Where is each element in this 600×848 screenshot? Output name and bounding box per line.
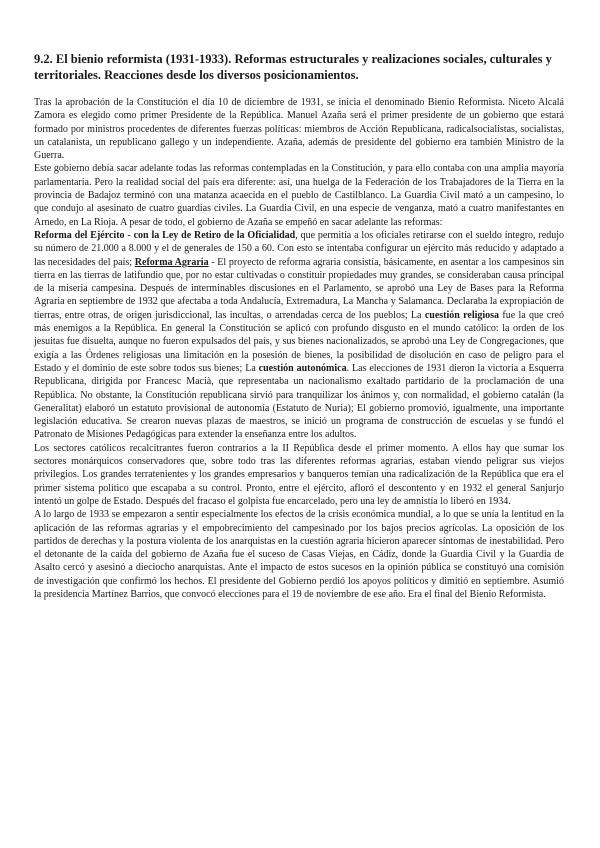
army-reform-heading: Reforma del Ejército - con la Ley de Retiro de la Oficialidad: [34, 229, 296, 241]
autonomy-question-text: . Las elecciones de 1931 dieron la victoria a Esquerra Republicana, dirigida por Francesc Macià, que representaba un nacionalismo exaltado partidario de la proclamación de una República. No obstante, la Constitución republicana sirvió para tranquilizar los ánimos y, con normalidad, el gobierno catalán (la Generalitat) elaboró un estatuto provisional de autonomía (Estatuto de Nuria); El gobierno promovió, igualmente, una importante legislación educativa. Se crearon nuevas plazas de maestros, se inició un programa de construcción de escuelas y se fundó el Patronato de Misiones Pedagógicas para extender la enseñanza entre los adultos.: [34, 362, 564, 441]
religious-question-text: fue la que creó más enemigos a la República. En general la Constitución se aplicó con profundo disgusto en el mundo católico: la orden de los jesuitas fue disuelta, aunque no fueron expulsados del país, y sus bienes nacionalizados, se aprobó una Ley de Congregaciones, que exigía a las Órdenes religiosas una limitación en la posesión de bienes, la posibilidad de disolución en caso de peligro para el Estado y el dominio de este sobre todos sus bienes; La: [34, 309, 564, 374]
autonomy-question-heading: cuestión autonómica: [258, 362, 347, 374]
paragraph-government: Este gobierno debía sacar adelante todas las reformas contempladas en la Constitución, y para ello contaba con una amplia mayoría parlamentaria. Pero la realidad social del país era diferente: así, una huelga de la Federación de los Trabajadores de la Tierra en la provincia de Badajoz terminó con una matanza acaecida en el pueblo de Castilblanco. La Guardia Civil mató a un campesino, lo que condujo al asesinato de cuatro guardias civiles. La Guardia Civil, en una especie de venganza, mató a cuatro manifestantes en Arnedo, en La Rioja. A pesar de todo, el gobierno de Azaña se empeñó en sacar adelante las reformas:: [34, 163, 564, 228]
paragraph-opposition: Los sectores católicos recalcitrantes fueron contrarios a la II República desde el primer momento. A ellos hay que sumar los sectores monárquicos conservadores que, sobre todo tras las diferentes reformas agrarias, estaban viendo peligrar sus viejos privilegios. Los grandes terratenientes y los grandes empresarios y banqueros temían una radicalización de la República que era el primer sistema político que escapaba a su control. Pronto, entre el ejército, afloró el descontento y en 1932 el general Sanjurjo intentó un golpe de Estado. Después del fracaso el golpista fue encarcelado, pero una ley de amnistía lo liberó en 1934.: [34, 442, 564, 507]
religious-question-heading: cuestión religiosa: [424, 309, 500, 321]
agrarian-reform-heading: Reforma Agraria: [134, 256, 209, 268]
army-reform-text: , que permitía a los oficiales retirarse con el sueldo íntegro, redujo su número de 21.000 a 8.000 y el de generales de 150 a 60. Con esto se intentaba configurar un ejército más reducido y adaptado a las necesidades del país;: [34, 229, 564, 268]
paragraph-crisis: A lo largo de 1933 se empezaron a sentir especialmente los efectos de la crisis económica mundial, a lo que se unía la lentitud en la aplicación de las reformas agrarias y el empobrecimiento del campesinado por los bajos precios agrícolas. La oposición de los partidos de derechas y la postura violenta de los anarquistas en la cuestión agraria hicieron aparecer síntomas de inestabilidad. Pero el detonante de la caída del gobierno de Azaña fue el suceso de Casas Viejas, en Cádiz, donde la Guardia Civil y la Guardia de Asalto cercó y asesinó a dieciocho anarquistas. Ante el impacto de estos sucesos en la opinión pública se constituyó una comisión de investigación que confirmó los hechos. El presidente del Gobierno perdió los apoyos políticos y dimitió en septiembre. Asumió la presidencia Martínez Barrios, que convocó elecciones para el 19 de noviembre de ese año. Era el final del Bienio Reformista.: [34, 509, 564, 600]
document-body: [34, 96, 564, 601]
paragraph-intro: Tras la aprobación de la Constitución el día 10 de diciembre de 1931, se inicia el denominado Bienio Reformista. Niceto Alcalá Zamora es elegido como primer Presidente de la República. Manuel Azaña será el primer presidente de un gobierno que estará formado por ministros procedentes de diferentes fuerzas políticas: miembros de Acción Republicana, radicalsocialistas, socialistas, un catalanista, un republicano gallego y un independiente. Azaña, además de presidente del gobierno era también Ministro de la Guerra.: [34, 97, 564, 162]
paragraph-reforms: [34, 229, 564, 442]
agrarian-reform-text: - El proyecto de reforma agraria consistía, básicamente, en asentar a los campesinos sin tierra en las tierras de latifundio que, por no estar cultivadas o constituir propiedades muy grandes, se consideraban causa principal de la miseria campesina. Después de interminables discusiones en el Parlamento, se aprobó una Ley de Bases para la Reforma Agraria en septiembre de 1932 que afectaba a toda Andalucía, Extremadura, La Mancha y Salamanca. Declaraba la expropiación de tierras, entre otras, de origen jurisdiccional, las incultas, o arrendadas cerca de los pueblos; La: [34, 256, 565, 321]
section-title: 9.2. El bienio reformista (1931-1933). Reformas estructurales y realizaciones sociales, culturales y territoriales. Reacciones desde los diversos posicionamientos.: [34, 52, 552, 82]
